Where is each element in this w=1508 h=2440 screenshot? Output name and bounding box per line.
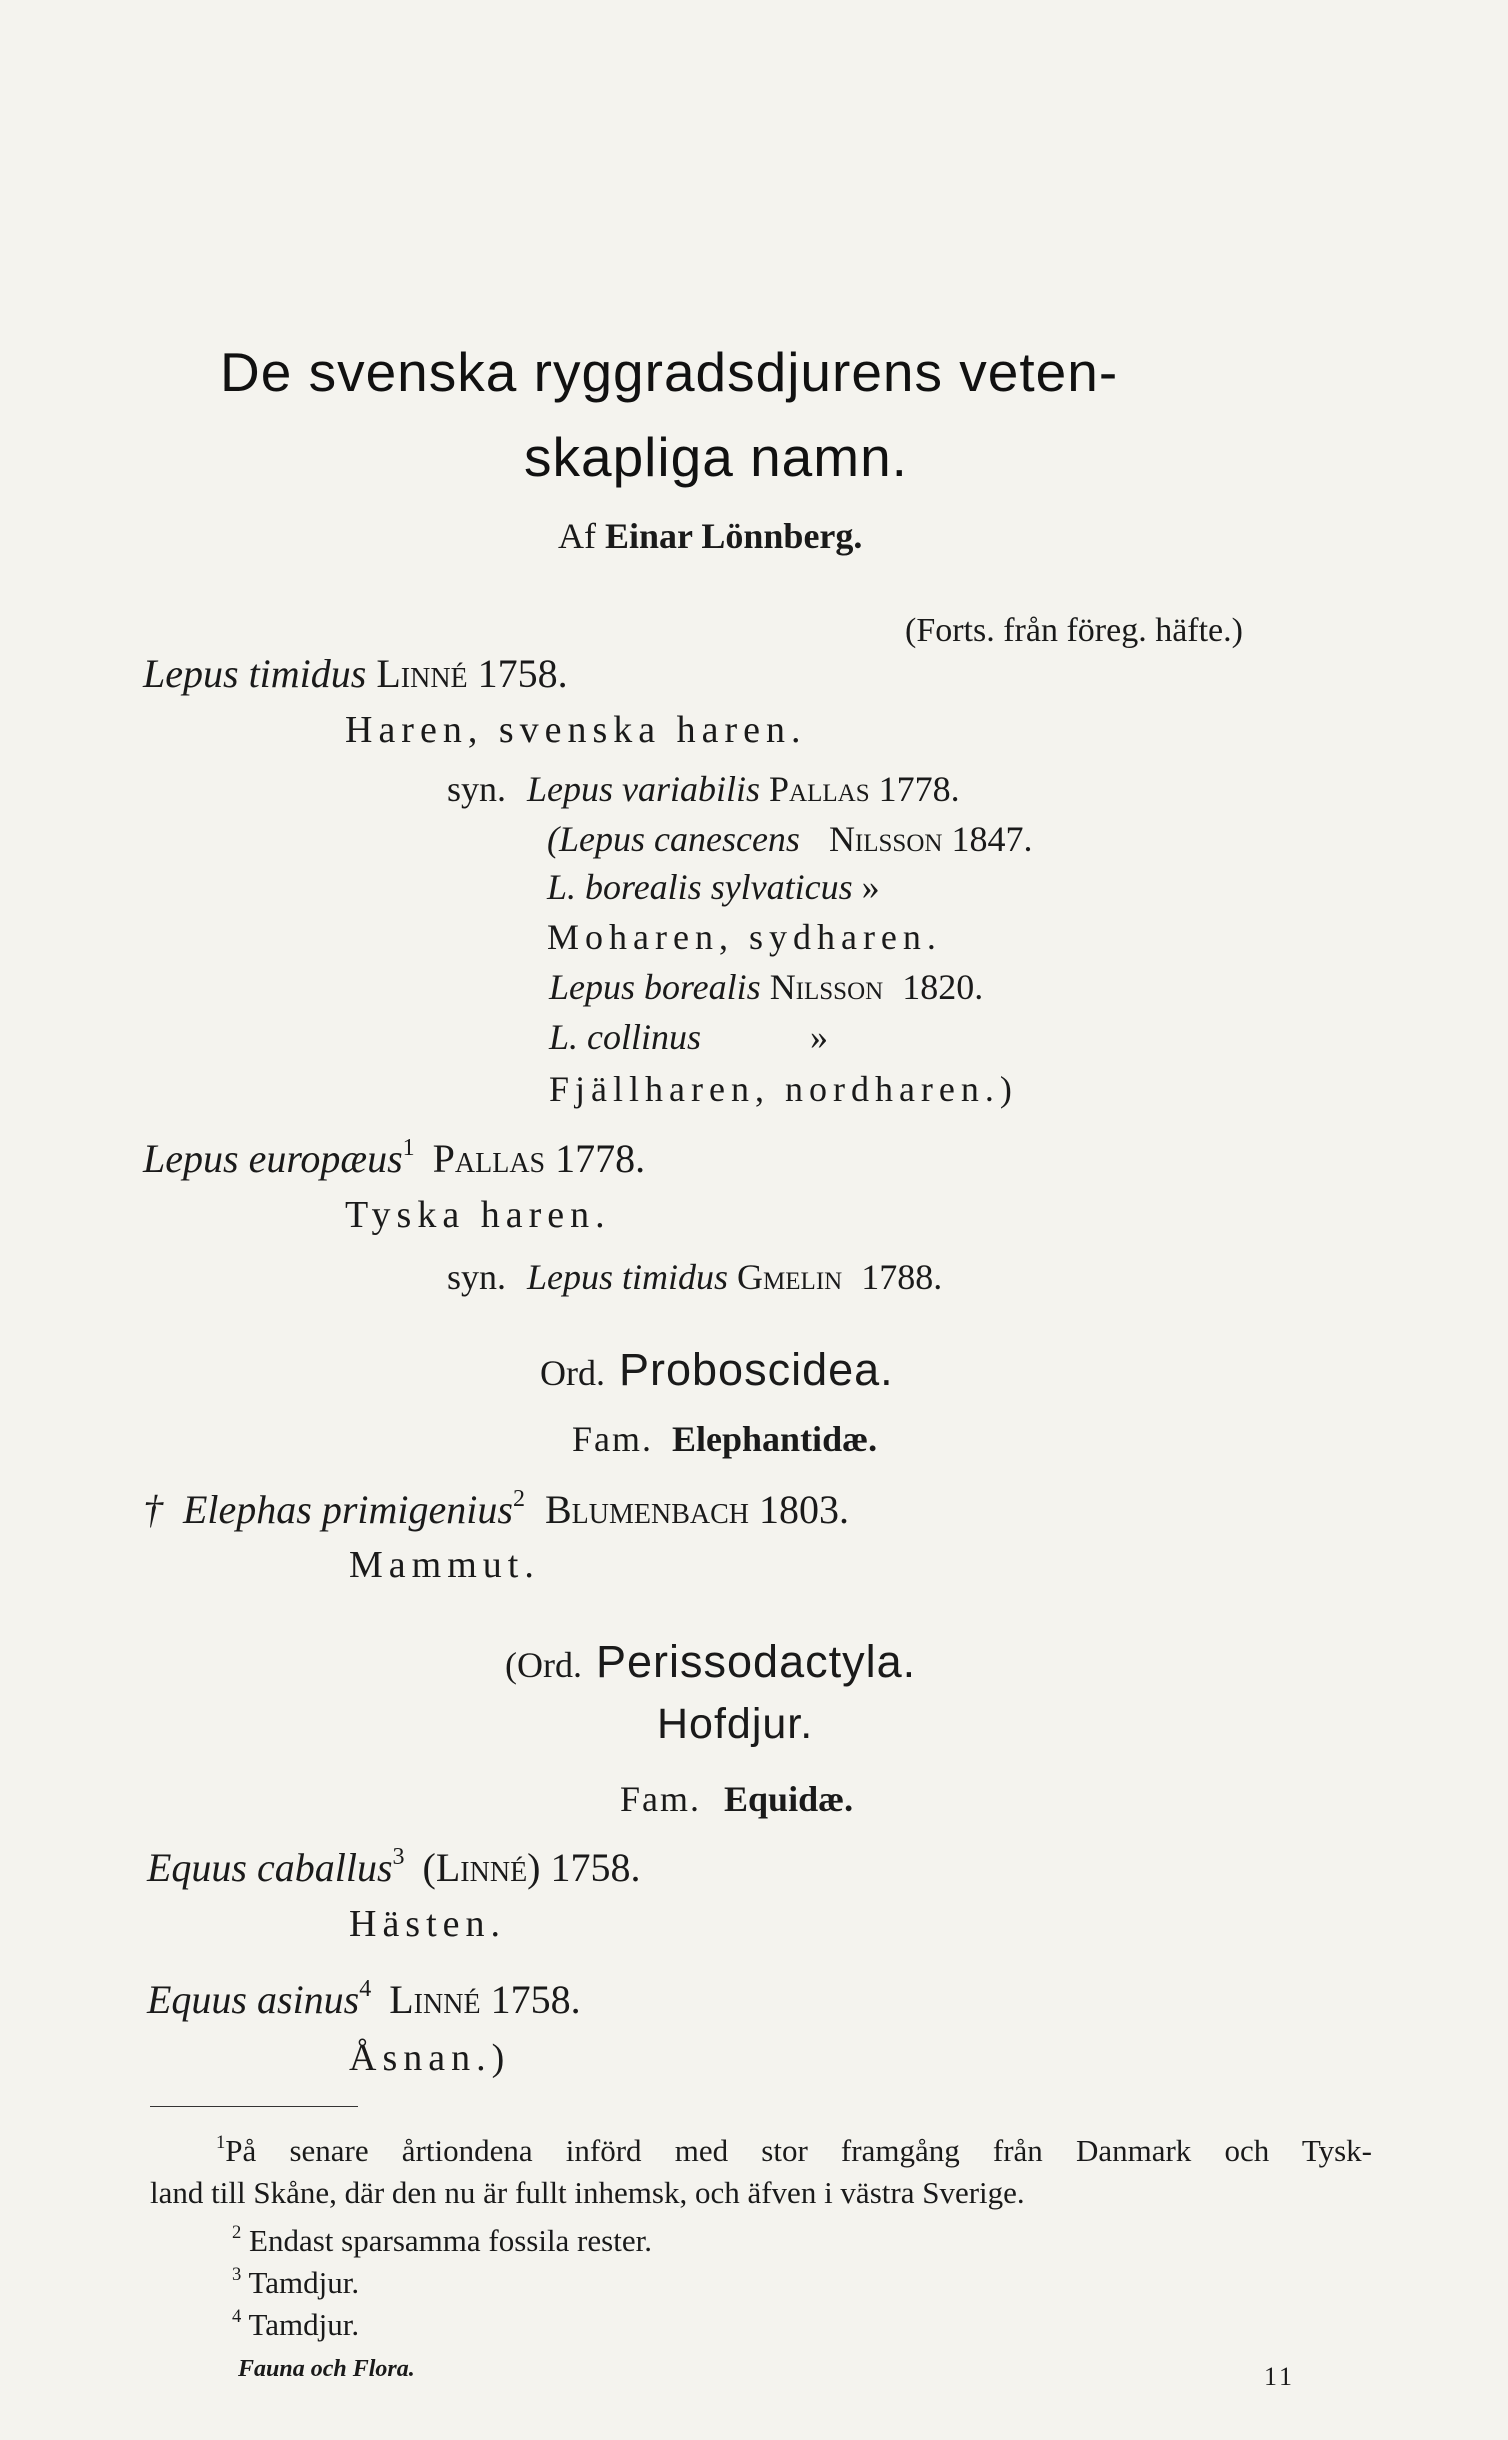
footnote-text: Endast sparsamma fossila rester. [249, 2223, 652, 2258]
footnote-1-line1 [150, 2130, 1372, 2172]
elephas-heading [143, 1486, 849, 1533]
syn-name: Lepus timidus [527, 1257, 729, 1297]
article-title-line1: De svenska ryggradsdjurens veten- [220, 341, 1119, 403]
lepus-timidus-syn2 [547, 818, 1032, 860]
species-name: Elephas primigenius [183, 1487, 513, 1532]
lepus-timidus-syn5-common: Fjällharen, nordharen.) [549, 1069, 1018, 1109]
lepus-timidus-syn1 [447, 768, 960, 810]
page-number: 11 [1264, 2362, 1296, 2391]
footnote-divider [150, 2106, 358, 2107]
fam-label: Fam. [572, 1419, 654, 1459]
publication-signature: Fauna och Flora. [238, 2356, 415, 2382]
family-equidae [620, 1778, 853, 1820]
syn-author: Gmelin [737, 1257, 843, 1297]
syn-name: Lepus borealis [549, 967, 761, 1007]
dagger-mark: † [143, 1487, 163, 1532]
ord-name: Perissodactyla. [595, 1636, 917, 1687]
syn-author: Nilsson [769, 967, 884, 1007]
authority: Blumenbach [544, 1487, 750, 1532]
syn-label: syn. [447, 769, 507, 809]
fam-label: Fam. [620, 1779, 702, 1819]
species-name: Equus caballus [147, 1845, 393, 1890]
lepus-europaeus-heading [143, 1135, 645, 1182]
lepus-europaeus-common: Tyska haren. [345, 1194, 611, 1236]
lepus-timidus-heading [143, 650, 568, 697]
syn-author: Pallas [769, 769, 870, 809]
authority: Pallas [432, 1136, 546, 1181]
article-title-line2: skapliga namn. [524, 426, 908, 488]
equus-asinus-common: Åsnan.) [349, 2037, 511, 2079]
syn-label: syn. [447, 1257, 507, 1297]
fam-name: Elephantidæ. [672, 1419, 878, 1459]
footnote-text: På senare årtiondena införd med stor framgång från Danmark och Tysk- [225, 2133, 1372, 2168]
year: 1758. [550, 1845, 641, 1890]
footnote-mark: 4 [232, 2305, 242, 2327]
equus-asinus-heading [147, 1976, 581, 2023]
syn-year: 1788. [861, 1257, 943, 1297]
equus-caballus-heading [147, 1844, 641, 1891]
ord-label: (Ord. [505, 1645, 582, 1685]
species-name: Lepus europæus [143, 1136, 403, 1181]
footnote-ref: 1 [402, 1135, 415, 1162]
footnote-1 [150, 2130, 1372, 2214]
author-name: Einar Lönnberg. [605, 516, 863, 556]
syn-year: 1820. [902, 967, 984, 1007]
order-perissodactyla [505, 1636, 916, 1688]
footnote-ref: 4 [359, 1976, 372, 2003]
syn-author: Nilsson [828, 819, 943, 859]
syn-name: L. collinus [549, 1017, 702, 1057]
syn-name: Lepus variabilis [527, 769, 761, 809]
footnote-ref: 2 [512, 1486, 525, 1513]
footnote-mark: 3 [232, 2263, 242, 2285]
syn-year: 1847. [951, 819, 1033, 859]
lepus-timidus-syn3 [547, 866, 880, 908]
byline [558, 515, 862, 557]
elephas-common: Mammut. [349, 1544, 540, 1586]
lepus-timidus-syn4 [549, 966, 983, 1008]
family-elephantidae [572, 1418, 877, 1460]
lepus-timidus-syn5 [549, 1016, 828, 1058]
authority: (Linné) [422, 1845, 541, 1890]
footnote-1-line2: land till Skåne, där den nu är fullt inhemsk, och äfven i västra Sverige. [150, 2175, 1025, 2210]
authority: Linné [389, 1977, 481, 2022]
lepus-europaeus-syn1 [447, 1256, 942, 1298]
order-proboscidea [540, 1344, 894, 1396]
footnote-3 [232, 2262, 359, 2304]
lepus-timidus-common: Haren, svenska haren. [345, 709, 807, 751]
byline-prefix: Af [558, 516, 596, 556]
fam-name: Equidæ. [724, 1779, 854, 1819]
equus-caballus-common: Hästen. [349, 1903, 507, 1945]
syn-name: (Lepus canescens [547, 819, 800, 859]
ditto-mark: » [810, 1017, 829, 1057]
ord-name: Proboscidea. [619, 1344, 894, 1395]
authority: Linné [376, 651, 468, 696]
ord-label: Ord. [540, 1353, 605, 1393]
footnote-4 [232, 2304, 359, 2346]
footnote-2 [232, 2220, 652, 2262]
continuation-note: (Forts. från föreg. häfte.) [905, 612, 1243, 649]
species-name: Equus asinus [147, 1977, 360, 2022]
footnote-text: Tamdjur. [248, 2307, 360, 2342]
lepus-timidus-syn3-common: Moharen, sydharen. [547, 917, 942, 957]
year: 1778. [555, 1136, 646, 1181]
species-name: Lepus timidus [143, 651, 367, 696]
syn-name: L. borealis sylvaticus [547, 867, 853, 907]
year: 1758. [477, 651, 568, 696]
footnote-text: Tamdjur. [248, 2265, 360, 2300]
syn-year: 1778. [878, 769, 960, 809]
year: 1758. [490, 1977, 581, 2022]
footnote-mark: 1 [216, 2131, 226, 2153]
ditto-mark: » [861, 867, 880, 907]
year: 1803. [759, 1487, 850, 1532]
footnote-ref: 3 [392, 1844, 405, 1871]
order-common-name: Hofdjur. [657, 1700, 814, 1748]
footnote-mark: 2 [232, 2221, 242, 2243]
